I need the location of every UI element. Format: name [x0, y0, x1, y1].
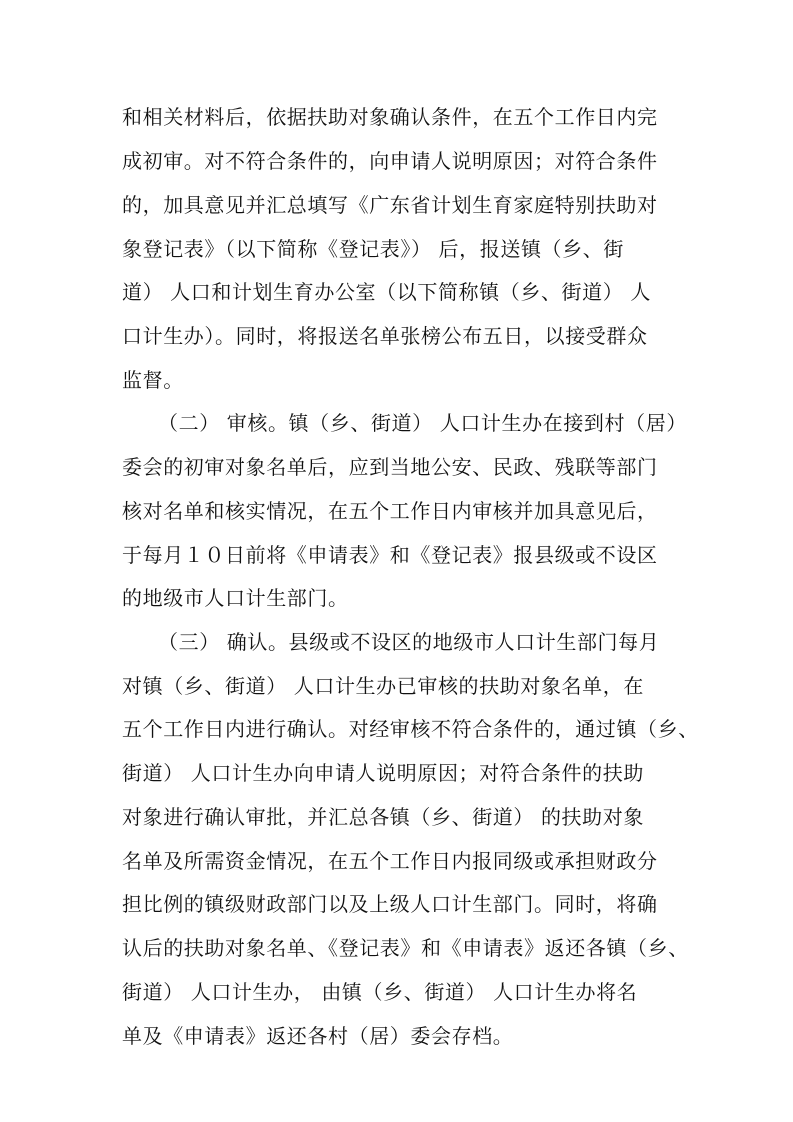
- body-text-line-1: 和相关材料后，依据扶助对象确认条件，在五个工作日内完: [122, 105, 658, 129]
- body-text-line-4: 象登记表》（以下简称《登记表》） 后，报送镇（乡、街: [122, 237, 624, 261]
- body-text-line-5: 道） 人口和计划生育办公室（以下简称镇（乡、街道） 人: [122, 280, 651, 304]
- body-text-line-11: 于每月１０日前将《申请表》和《登记表》报县级或不设区: [122, 543, 658, 567]
- body-text-line-20: 认后的扶助对象名单、《登记表》和《申请表》返还各镇（乡、: [122, 936, 689, 960]
- body-text-line-6: 口计生办）。同时，将报送名单张榜公布五日，以接受群众: [122, 324, 648, 348]
- body-text-line-16: 街道） 人口计生办向申请人说明原因；对符合条件的扶助: [122, 761, 644, 785]
- body-text-line-15: 五个工作日内进行确认。对经审核不符合条件的，通过镇（乡、: [122, 717, 699, 741]
- body-text-line-10: 核对名单和核实情况，在五个工作日内审核并加具意见后，: [122, 499, 658, 523]
- body-text-line-18: 名单及所需资金情况，在五个工作日内报同级或承担财政分: [122, 849, 658, 873]
- paragraph-heading-review: （二） 审核。镇（乡、街道） 人口计生办在接到村（居）: [158, 411, 687, 435]
- body-text-line-17: 对象进行确认审批，并汇总各镇（乡、街道） 的扶助对象: [122, 805, 644, 829]
- body-text-line-22: 单及《申请表》返还各村（居）委会存档。: [122, 1024, 514, 1048]
- body-text-line-3: 的，加具意见并汇总填写《广东省计划生育家庭特别扶助对: [122, 193, 658, 217]
- body-text-line-12: 的地级市人口计生部门。: [122, 586, 349, 610]
- body-text-line-9: 委会的初审对象名单后，应到当地公安、民政、残联等部门: [122, 455, 658, 479]
- body-text-line-21: 街道） 人口计生办， 由镇（乡、街道） 人口计生办将名: [122, 980, 638, 1004]
- body-text-line-2: 成初审。对不符合条件的，向申请人说明原因；对符合条件: [122, 149, 658, 173]
- body-text-line-14: 对镇（乡、街道） 人口计生办已审核的扶助对象名单，在: [122, 674, 644, 698]
- body-text-line-7: 监督。: [122, 368, 184, 392]
- paragraph-heading-confirm: （三） 确认。县级或不设区的地级市人口计生部门每月: [158, 630, 660, 654]
- body-text-line-19: 担比例的镇级财政部门以及上级人口计生部门。同时，将确: [122, 892, 658, 916]
